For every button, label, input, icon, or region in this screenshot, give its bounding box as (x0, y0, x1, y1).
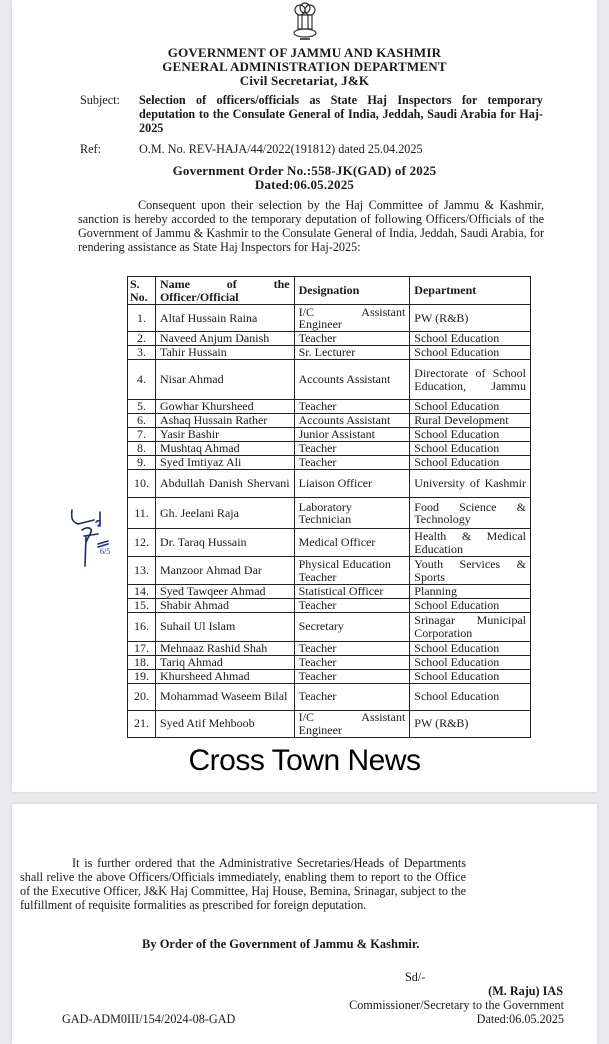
cell-name: Gh. Jeelani Raja (155, 498, 294, 529)
cell-designation: I/C Assistant Engineer (294, 710, 410, 737)
cell-sno: 18. (128, 655, 156, 669)
table-row (128, 641, 531, 655)
cell-name: Syed Atif Mehboob (155, 710, 294, 737)
cell-name: Naveed Anjum Danish (155, 332, 294, 346)
subject-text: Selection of officers/officials as State Haj Inspectors for temporary deputation to the Consulate General of India, Jeddah, Saudi Arabia for Haj-2025 (139, 93, 543, 135)
table-row (128, 598, 531, 612)
cell-name: Yasir Bashir (155, 428, 294, 442)
cell-sno: 21. (128, 710, 156, 737)
cell-name: Mohammad Waseem Bilal (155, 683, 294, 710)
cell-name: Tariq Ahmad (155, 655, 294, 669)
cell-sno: 20. (128, 683, 156, 710)
order-title: Government Order No.:558-JK(GAD) of 2025 (172, 163, 437, 178)
cell-designation: Junior Assistant (294, 428, 410, 442)
cell-name: Tahir Hussain (155, 346, 294, 360)
header-line-1: GOVERNMENT OF JAMMU AND KASHMIR (167, 45, 442, 60)
cell-sno: 15. (128, 598, 156, 612)
cell-department: Directorate of School Education, Jammu (410, 360, 531, 400)
cell-designation: Teacher (294, 400, 410, 414)
cell-department: School Education (410, 428, 531, 442)
cell-name: Khursheed Ahmad (155, 669, 294, 683)
cell-sno: 14. (128, 585, 156, 599)
table-row (128, 442, 531, 456)
cell-sno: 12. (128, 529, 156, 557)
further-order-paragraph: It is further ordered that the Administrative Secretaries/Heads of Departments shall relive the above Officers/Officials immediately, enabling them to report to the Office of the Executive Officer, J&K Haj Committee, Haj House, Bemina, Srinagar, subject to the fulfillment of requisite formalities as prescribed for foreign deputation. (20, 856, 466, 912)
cell-designation: Physical Education Teacher (294, 557, 410, 585)
signatory-name: (M. Raju) IAS (488, 984, 563, 998)
table-row (128, 400, 531, 414)
cell-designation: Medical Officer (294, 529, 410, 557)
table-header-row (128, 277, 531, 305)
cell-designation: Teacher (294, 641, 410, 655)
cell-department: PW (R&B) (410, 305, 531, 332)
cell-designation: Secretary (294, 612, 410, 641)
cell-department: Health & Medical Education (410, 529, 531, 557)
cell-sno: 13. (128, 557, 156, 585)
ref-text: O.M. No. REV-HAJA/44/2022(191812) dated 25.04.2025 (139, 142, 423, 156)
table-row (128, 332, 531, 346)
cell-designation: Teacher (294, 669, 410, 683)
national-emblem-icon (291, 2, 319, 42)
table-row (128, 710, 531, 737)
cell-designation: Statistical Officer (294, 585, 410, 599)
cell-name: Altaf Hussain Raina (155, 305, 294, 332)
document-page-2 (12, 804, 597, 1044)
cell-department: School Education (410, 598, 531, 612)
watermark: Cross Town News (188, 744, 421, 777)
cell-sno: 11. (128, 498, 156, 529)
table-row (128, 557, 531, 585)
cell-sno: 10. (128, 470, 156, 498)
cell-sno: 8. (128, 442, 156, 456)
cell-department: School Education (410, 641, 531, 655)
table-row (128, 669, 531, 683)
cell-sno: 5. (128, 400, 156, 414)
cell-sno: 17. (128, 641, 156, 655)
signatory-designation: Commissioner/Secretary to the Government (349, 998, 564, 1012)
cell-designation: Teacher (294, 598, 410, 612)
ref-label: Ref: (80, 142, 101, 156)
cell-designation: Teacher (294, 683, 410, 710)
signature-date: Dated:06.05.2025 (476, 1012, 564, 1026)
table-row (128, 585, 531, 599)
cell-sno: 1. (128, 305, 156, 332)
svg-text:6/5: 6/5 (100, 547, 111, 556)
cell-department: Planning (410, 585, 531, 599)
header-sno: S. No. (128, 277, 156, 305)
cell-department: School Education (410, 332, 531, 346)
table-row (128, 456, 531, 470)
cell-department: School Education (410, 400, 531, 414)
table-row (128, 470, 531, 498)
cell-name: Manzoor Ahmad Dar (155, 557, 294, 585)
cell-department: Srinagar Municipal Corporation (410, 612, 531, 641)
table-row (128, 305, 531, 332)
header-designation: Designation (294, 277, 410, 305)
cell-designation: Accounts Assistant (294, 360, 410, 400)
header-name: Name of the Officer/Official (155, 277, 294, 305)
cell-name: Shabir Ahmad (155, 598, 294, 612)
cell-department: School Education (410, 669, 531, 683)
cell-department: Food Science & Technology (410, 498, 531, 529)
cell-department: University of Kashmir (410, 470, 531, 498)
cell-sno: 19. (128, 669, 156, 683)
cell-sno: 6. (128, 414, 156, 428)
cell-designation: Teacher (294, 655, 410, 669)
cell-name: Suhail Ul Islam (155, 612, 294, 641)
order-dated: Dated:06.05.2025 (254, 177, 355, 192)
header-line-2: GENERAL ADMINISTRATION DEPARTMENT (162, 59, 447, 74)
cell-department: School Education (410, 346, 531, 360)
cell-sno: 16. (128, 612, 156, 641)
table-row (128, 683, 531, 710)
header-department: Department (410, 277, 531, 305)
table-row (128, 346, 531, 360)
cell-designation: Teacher (294, 332, 410, 346)
file-number: GAD-ADM0III/154/2024-08-GAD (62, 1012, 236, 1026)
cell-name: Mehnaaz Rashid Shah (155, 641, 294, 655)
table-row (128, 498, 531, 529)
cell-department: School Education (410, 655, 531, 669)
sd-mark: Sd/- (405, 970, 426, 984)
cell-name: Syed Imtiyaz Ali (155, 456, 294, 470)
cell-name: Nisar Ahmad (155, 360, 294, 400)
cell-sno: 4. (128, 360, 156, 400)
table-row (128, 529, 531, 557)
table-row (128, 612, 531, 641)
cell-department: Rural Development (410, 414, 531, 428)
subject-label: Subject: (80, 93, 120, 107)
cell-department: School Education (410, 442, 531, 456)
document-page-1 (12, 0, 597, 792)
cell-department: Youth Services & Sports (410, 557, 531, 585)
cell-designation: Teacher (294, 456, 410, 470)
cell-name: Ashaq Hussain Rather (155, 414, 294, 428)
cell-designation: Accounts Assistant (294, 414, 410, 428)
cell-name: Syed Tawqeer Ahmad (155, 585, 294, 599)
cell-designation: Sr. Lecturer (294, 346, 410, 360)
table-row (128, 360, 531, 400)
table-row (128, 428, 531, 442)
cell-sno: 7. (128, 428, 156, 442)
cell-designation: I/C Assistant Engineer (294, 305, 410, 332)
cell-sno: 9. (128, 456, 156, 470)
header-line-3: Civil Secretariat, J&K (239, 73, 370, 88)
cell-name: Gowhar Khursheed (155, 400, 294, 414)
cell-designation: Teacher (294, 442, 410, 456)
handwritten-initials-signature (68, 508, 120, 570)
officers-table (127, 276, 531, 738)
table-row (128, 655, 531, 669)
cell-designation: Liaison Officer (294, 470, 410, 498)
cell-designation: Laboratory Technician (294, 498, 410, 529)
cell-department: School Education (410, 683, 531, 710)
cell-name: Dr. Taraq Hussain (155, 529, 294, 557)
intro-paragraph: Consequent upon their selection by the Haj Committee of Jammu & Kashmir, sanction is hereby accorded to the temporary deputation of following Officers/Officials of the Government of Jammu & Kashmir to the Consulate General of India, Jeddah, Saudi Arabia, for rendering assistance as State Haj Inspectors for Haj-2025: (78, 198, 544, 254)
cell-department: School Education (410, 456, 531, 470)
cell-sno: 2. (128, 332, 156, 346)
cell-name: Mushtaq Ahmad (155, 442, 294, 456)
cell-sno: 3. (128, 346, 156, 360)
cell-department: PW (R&B) (410, 710, 531, 737)
cell-name: Abdullah Danish Shervani (155, 470, 294, 498)
table-row (128, 414, 531, 428)
by-order-line: By Order of the Government of Jammu & Kashmir. (142, 937, 420, 951)
